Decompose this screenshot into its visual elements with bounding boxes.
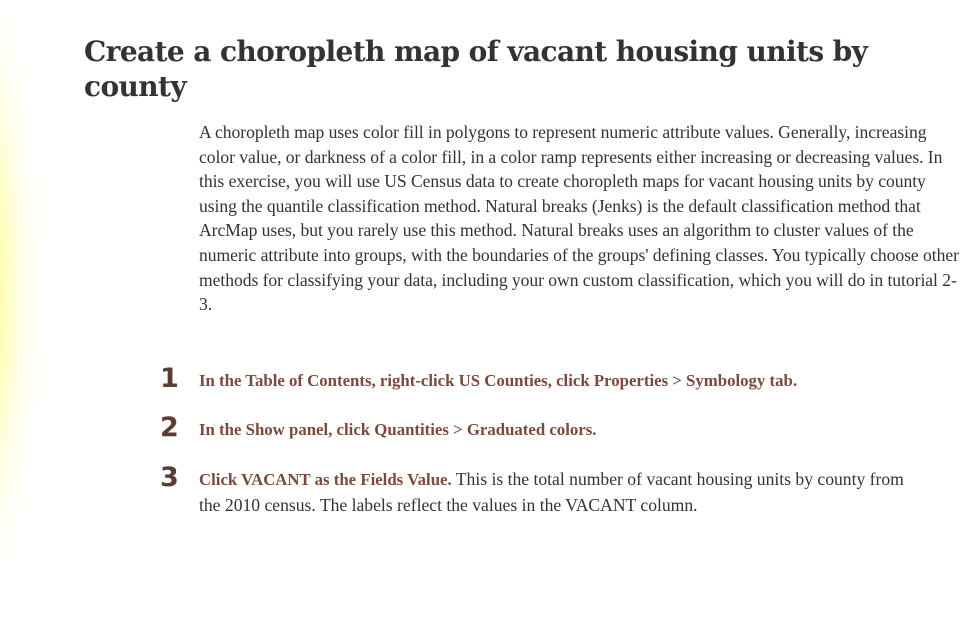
intro-paragraph: A choropleth map uses color fill in polygons to represent numeric attribute values. Generally, increasing color value, or darkness of a color fill, in a color ramp represents either increasing or decreasing values. In this exercise, you will use US Census data to create choropleth maps for vacant housing units by county using the quantile classification method. Natural breaks (Jenks) is the default classification method that ArcMap uses, but you rarely use this method. Natural breaks uses an algorithm to cluster values of the numeric attribute into groups, with the boundaries of the groups' defining classes. You typically choose other methods for classifying your data, including your own custom classification, which you will do in tutorial 2-3. bbox=[199, 122, 959, 315]
step-text bbox=[199, 417, 929, 443]
step-text bbox=[199, 467, 929, 517]
step-number: 3 bbox=[160, 462, 179, 493]
page-title: Create a choropleth map of vacant housing units by county bbox=[84, 35, 868, 103]
step-number: 1 bbox=[160, 363, 179, 394]
step-number: 2 bbox=[160, 412, 179, 443]
step-action: Click VACANT as the Fields Value. bbox=[199, 470, 452, 489]
step-action: In the Table of Contents, right-click US Counties, click Properties > Symbology tab. bbox=[199, 371, 798, 390]
step-action: In the Show panel, click Quantities > Graduated colors. bbox=[199, 420, 597, 439]
step-text bbox=[199, 368, 929, 394]
step-detail: This is the total number of vacant housing units by county from the 2010 census. The labels reflect the values in the VACANT column. bbox=[199, 469, 904, 515]
